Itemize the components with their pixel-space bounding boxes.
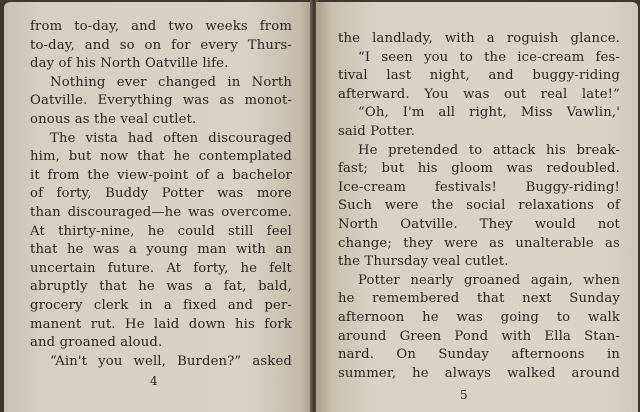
- text-line: the Thursday veal cutlet.: [338, 254, 509, 270]
- page-number: 4: [150, 374, 158, 388]
- text-line: fast; but his gloom was redoubled.: [338, 161, 620, 177]
- left-page: [4, 2, 312, 412]
- text-line: grocery clerk in a fixed and per-: [30, 297, 292, 313]
- text-line: he remembered that next Sunday: [338, 291, 620, 307]
- text-line: “Ain't you well, Burden?” asked: [50, 353, 292, 369]
- text-line: the landlady, with a roguish glance.: [338, 31, 620, 46]
- text-line: onous as the veal cutlet.: [30, 111, 197, 127]
- text-line: to-day, and so on for every Thurs-: [30, 37, 292, 53]
- text-line: and groaned aloud.: [30, 335, 163, 351]
- text-line: change; they were as unalterable as: [338, 235, 620, 251]
- right-page-text: [338, 30, 620, 383]
- text-line: it from the view-point of a bachelor: [30, 167, 292, 183]
- text-line: day of his North Oatville life.: [30, 56, 229, 72]
- text-line: manent rut. He laid down his fork: [30, 316, 292, 332]
- text-line: than discouraged—he was overcome.: [30, 204, 292, 220]
- text-line: said Potter.: [338, 123, 416, 139]
- text-line: Such were the social relaxations of: [338, 198, 620, 214]
- text-line: that he was a young man with an: [30, 242, 292, 258]
- text-line: nard. On Sunday afternoons in: [338, 347, 620, 363]
- text-line: afternoon he was going to walk: [338, 309, 620, 325]
- text-line: uncertain future. At forty, he felt: [30, 260, 292, 276]
- text-line: summer, he always walked around: [338, 365, 620, 381]
- text-line: Potter nearly groaned again, when: [358, 272, 620, 288]
- text-line: from to-day, and two weeks from: [30, 19, 292, 34]
- text-line: “I seen you to the ice-cream fes-: [358, 49, 620, 65]
- text-line: him, but now that he contemplated: [30, 149, 292, 165]
- right-page: [316, 2, 638, 412]
- text-line: abruptly that he was a fat, bald,: [30, 279, 292, 295]
- text-line: North Oatville. They would not: [338, 216, 620, 232]
- text-line: around Green Pond with Ella Stan-: [338, 328, 620, 344]
- text-line: He pretended to attack his break-: [358, 142, 620, 158]
- text-line: The vista had often discouraged: [50, 130, 292, 146]
- text-line: “Oh, I'm all right, Miss Vawlin,': [358, 105, 620, 121]
- text-line: Nothing ever changed in North: [50, 74, 292, 90]
- text-line: At thirty-nine, he could still feel: [30, 223, 292, 239]
- text-line: afterward. You was out real late!”: [338, 86, 620, 102]
- left-page-text: [30, 18, 292, 371]
- text-line: of forty, Buddy Potter was more: [30, 186, 292, 202]
- page-number: 5: [460, 388, 468, 402]
- text-line: Ice-cream festivals! Buggy-riding!: [338, 179, 620, 195]
- text-line: tival last night, and buggy-riding: [338, 68, 620, 84]
- text-line: Oatville. Everything was as monot-: [30, 93, 292, 109]
